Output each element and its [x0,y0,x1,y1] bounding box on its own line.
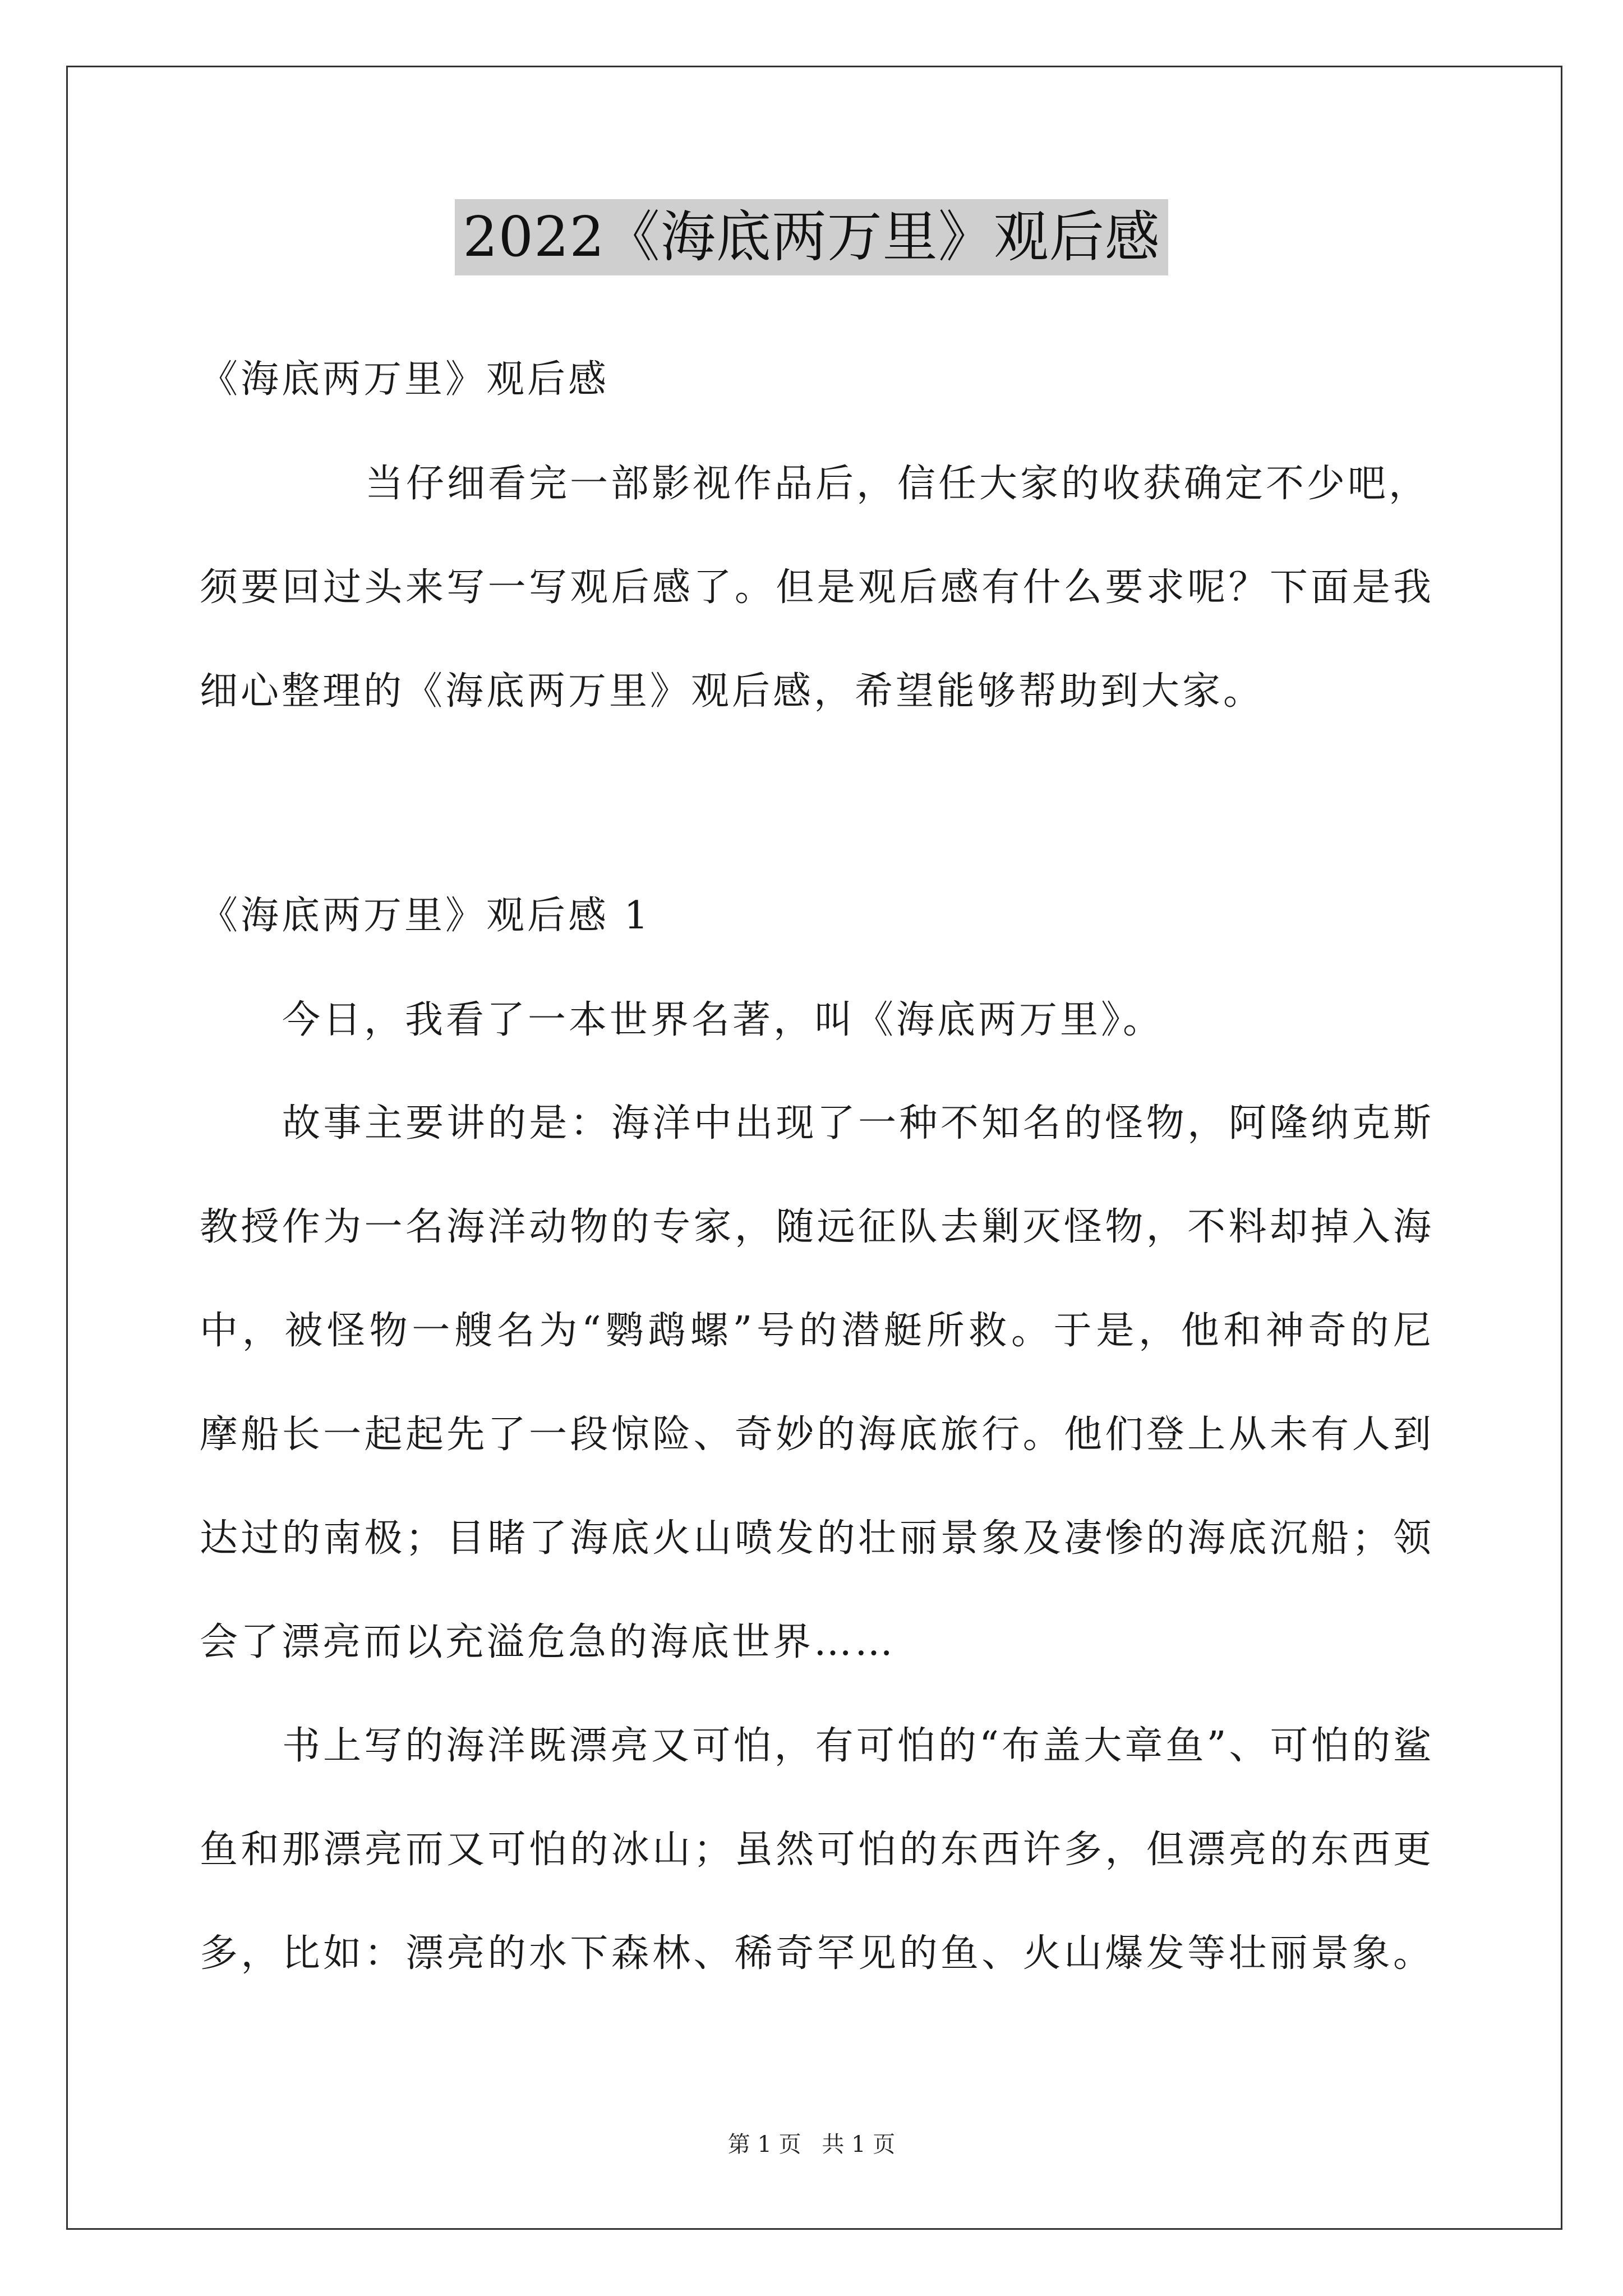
paragraph-3-line-1: 书上写的海洋既漂亮又可怕，有可怕的“布盖大章鱼”、可怕的鲨 [282,1724,1431,1768]
paragraph-3-line-2: 鱼和那漂亮而又可怕的冰山；虽然可怕的东西许多，但漂亮的东西更 [200,1828,1431,1872]
page-number: 第 1 页 [727,2132,801,2157]
page-footer [0,2129,1623,2160]
intro-line-3: 细心整理的《海底两万里》观后感，希望能够帮助到大家。 [200,669,1265,714]
section-heading: 《海底两万里》观后感 1 [200,894,651,938]
paragraph-3-line-3: 多，比如：漂亮的水下森林、稀奇罕见的鱼、火山爆发等壮丽景象。 [200,1931,1431,1976]
page-total: 共 1 页 [822,2132,896,2157]
intro-line-1: 当仔细看完一部影视作品后，信任大家的收获确定不少吧， [365,462,1430,506]
paragraph-2-line-4: 摩船长一起起先了一段惊险、奇妙的海底旅行。他们登上从未有人到 [200,1412,1431,1457]
document-title: 2022《海底两万里》观后感 [455,199,1168,275]
subtitle-line: 《海底两万里》观后感 [200,357,610,402]
paragraph-2-line-6: 会了漂亮而以充溢危急的海底世界…… [200,1620,896,1664]
title-container [0,199,1623,275]
paragraph-1-line-1: 今日，我看了一本世界名著，叫《海底两万里》。 [282,998,1164,1042]
paragraph-2-line-1: 故事主要讲的是：海洋中出现了一种不知名的怪物，阿隆纳克斯 [282,1101,1431,1145]
paragraph-2-line-5: 达过的南极；目睹了海底火山喷发的壮丽景象及凄惨的海底沉船；领 [200,1516,1431,1561]
paragraph-2-line-3: 中，被怪物一艘名为“鹦鹉螺”号的潜艇所救。于是，他和神奇的尼 [200,1309,1431,1353]
paragraph-2-line-2: 教授作为一名海洋动物的专家，随远征队去剿灭怪物，不料却掉入海 [200,1205,1431,1249]
intro-line-2: 须要回过头来写一写观后感了。但是观后感有什么要求呢？下面是我 [200,565,1431,610]
